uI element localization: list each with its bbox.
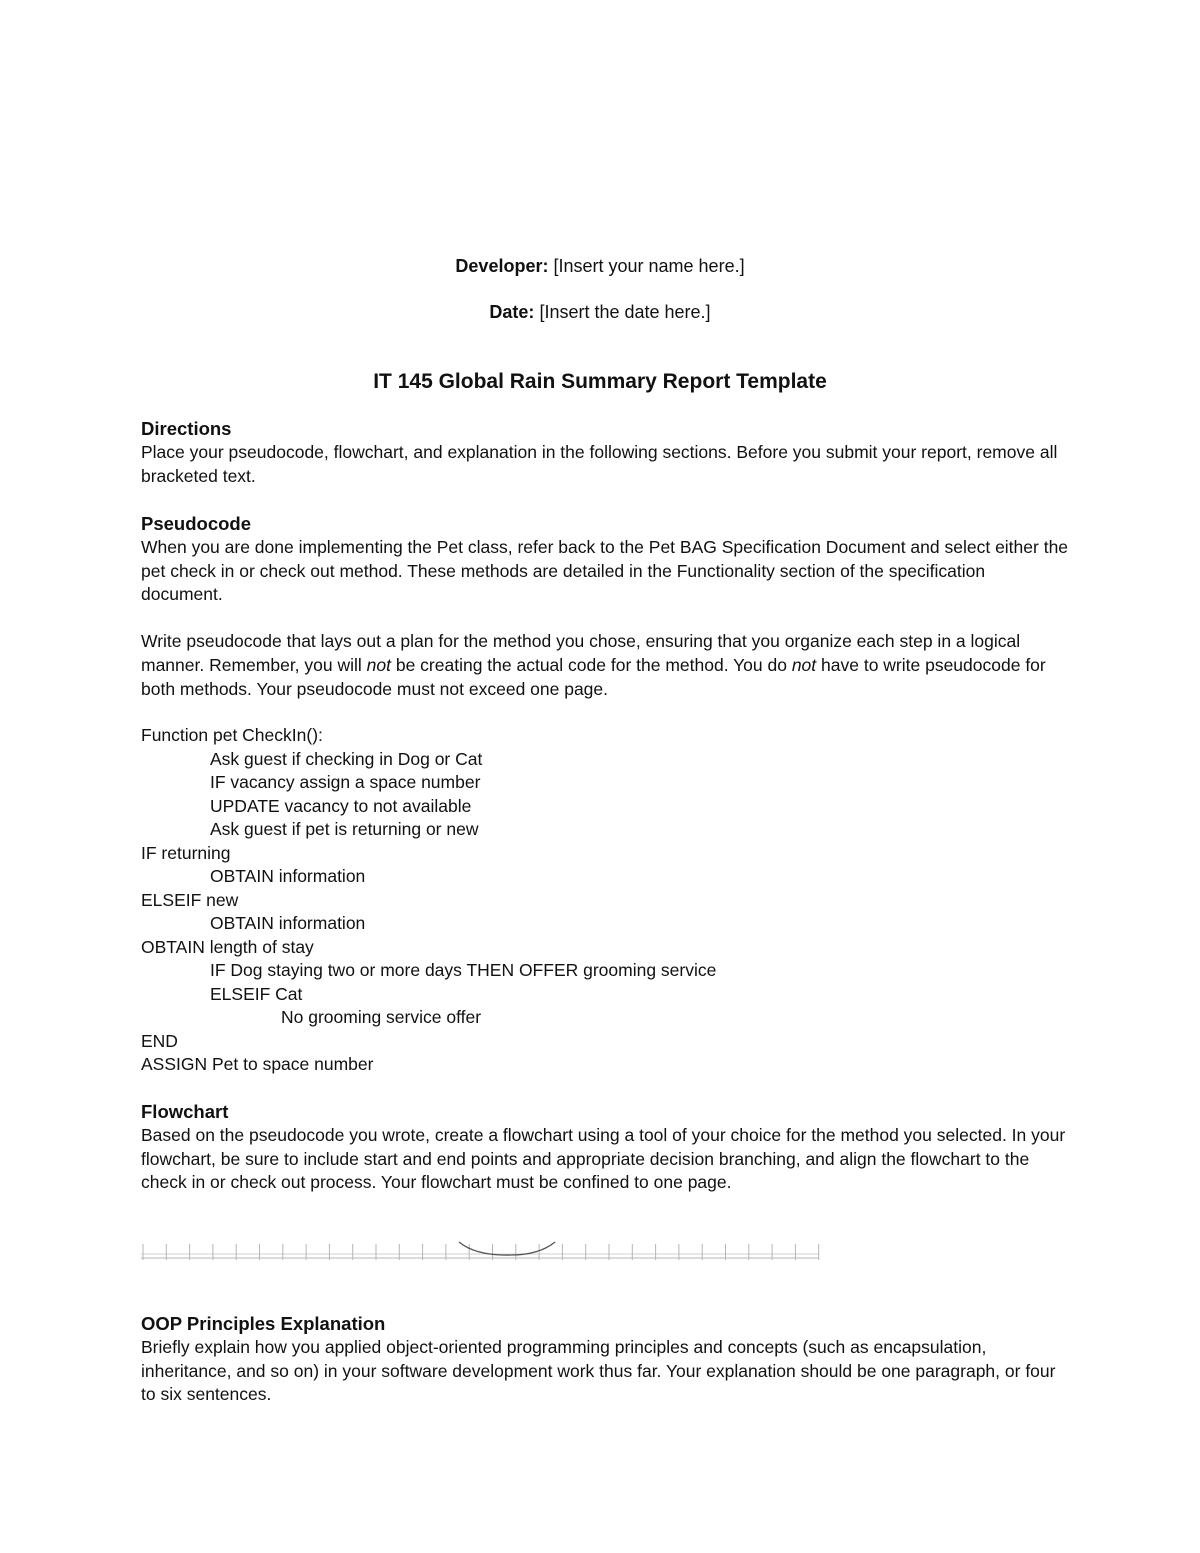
pseudocode-intro: When you are done implementing the Pet class, refer back to the Pet BAG Specification Document and select either the pet check in or check out method. These methods are detailed in the Functionality section of the specification document. <box>141 537 1069 605</box>
pseudocode-line: ELSEIF new <box>141 889 239 910</box>
oop-section <box>141 1312 1071 1407</box>
pseudocode-line: OBTAIN length of stay <box>141 936 314 957</box>
pseudocode-line: ASSIGN Pet to space number <box>141 1054 374 1074</box>
emphasis-not-2: not <box>791 654 817 675</box>
date-line <box>0 300 1200 324</box>
pseudocode-line: IF vacancy assign a space number <box>210 772 481 792</box>
emphasis-not-1: not <box>366 654 391 675</box>
pseudocode-heading: Pseudocode <box>141 513 251 534</box>
pseudocode-instructions-part-1: Write pseudocode that lays out a plan for the method you chose, ensuring that you organize each step in a logical manner. Remember, you will <box>141 631 1021 675</box>
directions-section <box>141 417 1071 488</box>
pseudocode-instructions <box>141 630 1071 701</box>
pseudocode-line: OBTAIN information <box>210 913 366 933</box>
pseudocode-line: ELSEIF Cat <box>210 983 303 1004</box>
flowchart-heading: Flowchart <box>141 1101 229 1122</box>
pseudocode-line: OBTAIN information <box>210 866 366 886</box>
pseudocode-line: Ask guest if pet is returning or new <box>210 819 479 839</box>
pseudocode-line: No grooming service offer <box>281 1007 482 1027</box>
pseudocode-line: UPDATE vacancy to not available <box>210 795 472 816</box>
pseudocode-line: Ask guest if checking in Dog or Cat <box>210 748 483 769</box>
pseudocode-line: IF Dog staying two or more days THEN OFFER grooming service <box>210 960 717 980</box>
date-value: [Insert the date here.] <box>539 302 711 322</box>
flowchart-text: Based on the pseudocode you wrote, create a flowchart using a tool of your choice for the method you selected. In your flowchart, be sure to include start and end points and appropriate decision branching, and align the flowchart to the check in or check out process. Your flowchart must be confined to one page. <box>141 1125 1066 1193</box>
directions-heading: Directions <box>141 418 232 439</box>
flowchart-image-strip <box>141 1238 821 1262</box>
pseudocode-instructions-part-2: be creating the actual code for the method. You do <box>390 654 792 675</box>
pseudocode-instructions-part-3: have to write pseudocode for both methods. Your pseudocode must not exceed one page. <box>141 654 1046 699</box>
developer-value: [Insert your name here.] <box>553 256 745 276</box>
oop-heading: OOP Principles Explanation <box>141 1313 386 1334</box>
pseudocode-line: IF returning <box>141 842 231 863</box>
oop-text: Briefly explain how you applied object-oriented programming principles and concepts (such as encapsulation, inheritance, and so on) in your software development work thus far. Your explanation should be one paragraph, or four to six sentences. <box>141 1337 1056 1405</box>
pseudocode-section <box>141 512 1071 701</box>
developer-line <box>0 254 1200 278</box>
directions-text: Place your pseudocode, flowchart, and explanation in the following sections. Before you submit your report, remove all bracketed text. <box>141 442 1058 486</box>
document-title: IT 145 Global Rain Summary Report Template <box>373 370 827 393</box>
flowchart-section <box>141 1100 1071 1195</box>
pseudocode-line: END <box>141 1030 178 1051</box>
pseudocode-line: Function pet CheckIn(): <box>141 725 323 745</box>
developer-label: Developer: <box>455 256 549 276</box>
date-label: Date: <box>489 302 535 322</box>
